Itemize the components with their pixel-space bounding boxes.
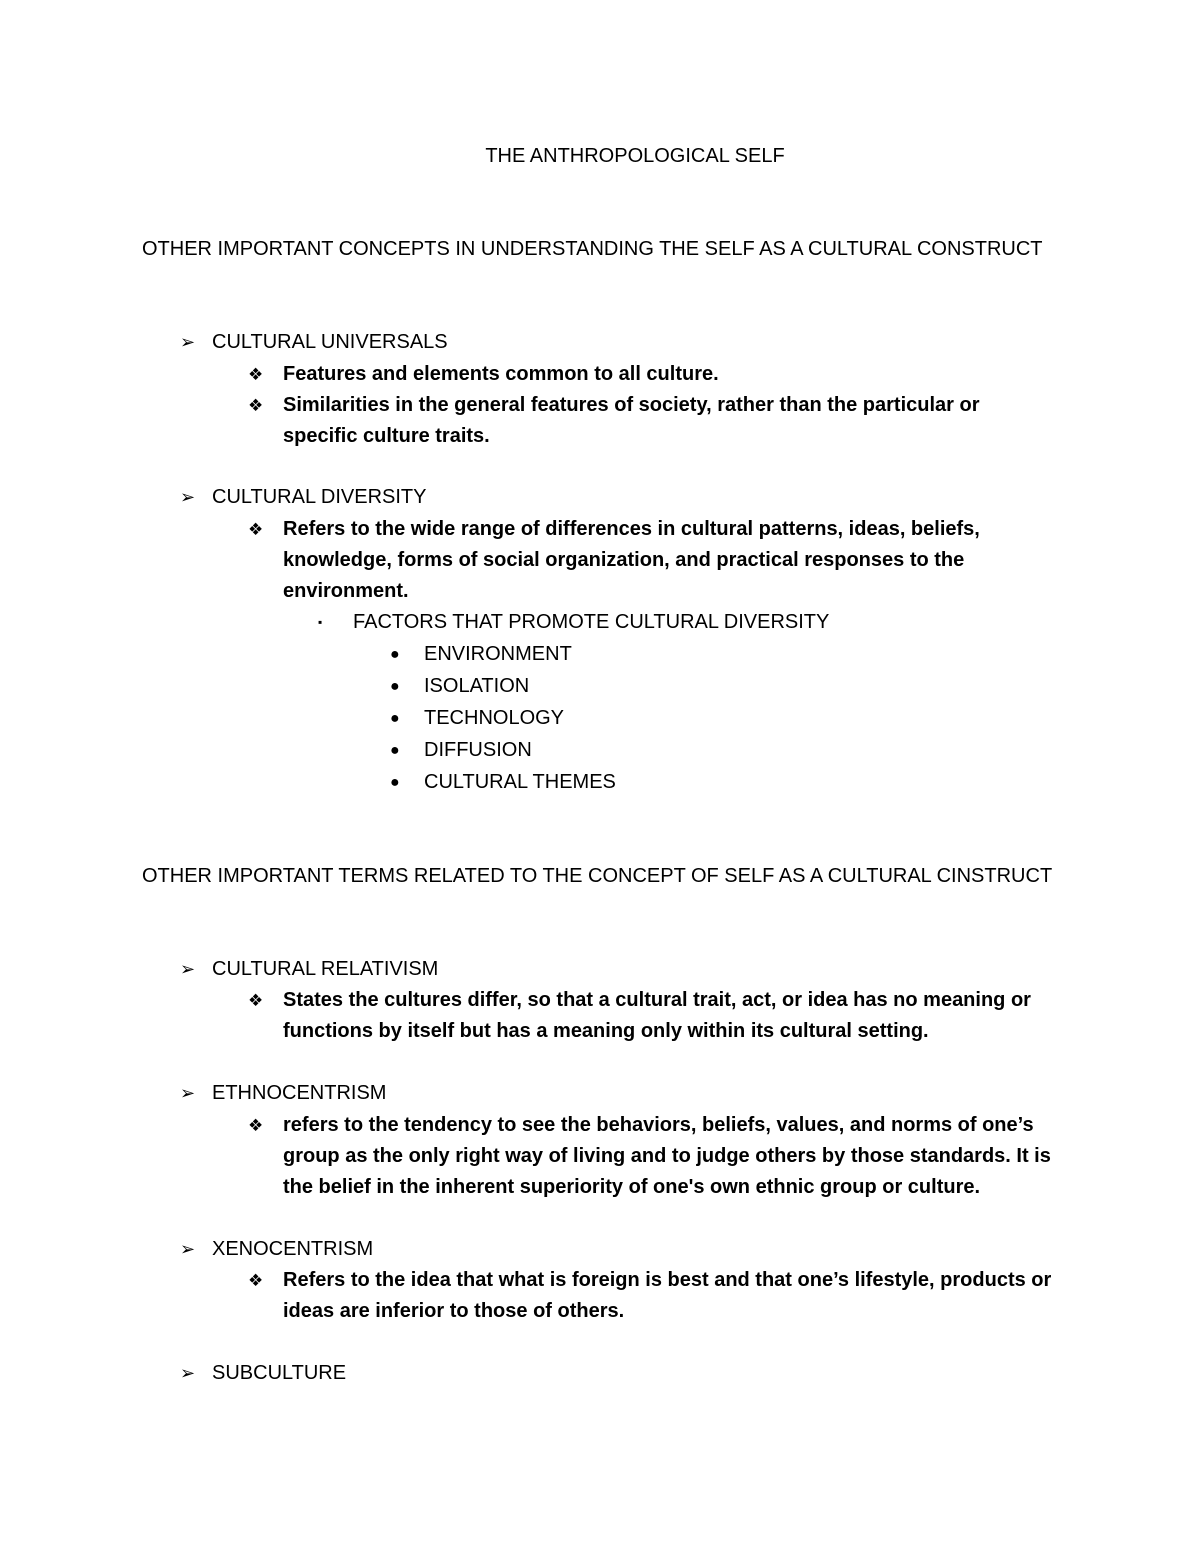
arrow-bullet-icon: ➢ [180, 959, 196, 979]
dot-bullet-icon: ● [390, 710, 400, 727]
definition-point [248, 1110, 1078, 1203]
definition-text: Refers to the idea that what is foreign is best and that one’s lifestyle, products or ideas are inferior to those of others. [283, 1269, 1052, 1322]
definition-point [248, 359, 1068, 390]
section-heading-concepts: OTHER IMPORTANT CONCEPTS IN UNDERSTANDING THE SELF AS A CULTURAL CONSTRUCT [142, 238, 1043, 260]
definition-text: Similarities in the general features of society, rather than the particular or specific culture traits. [283, 394, 980, 447]
diamond-bullet-icon: ❖ [248, 1116, 264, 1135]
definition-point [248, 390, 1048, 452]
definition-point [248, 985, 1078, 1047]
term-label: CULTURAL RELATIVISM [212, 958, 439, 980]
term-label: CULTURAL DIVERSITY [212, 486, 427, 508]
document-title: THE ANTHROPOLOGICAL SELF [485, 145, 785, 167]
definition-point [248, 514, 1038, 607]
arrow-bullet-icon: ➢ [180, 487, 196, 507]
subheading-text: FACTORS THAT PROMOTE CULTURAL DIVERSITY [353, 611, 830, 633]
diamond-bullet-icon: ❖ [248, 1271, 264, 1290]
definition-text: Refers to the wide range of differences in cultural patterns, ideas, beliefs, knowledge, forms of social organization, and practical responses to the environment. [283, 518, 980, 602]
factor-text: DIFFUSION [424, 739, 532, 761]
term-label: SUBCULTURE [212, 1362, 347, 1384]
definition-text: Features and elements common to all culture. [283, 363, 719, 385]
dot-bullet-icon: ● [390, 678, 400, 695]
term-label: ETHNOCENTRISM [212, 1082, 387, 1104]
arrow-bullet-icon: ➢ [180, 332, 196, 352]
definition-point [248, 1265, 1078, 1327]
term-label: XENOCENTRISM [212, 1238, 374, 1260]
diamond-bullet-icon: ❖ [248, 396, 264, 415]
dot-bullet-icon: ● [390, 774, 400, 791]
diamond-bullet-icon: ❖ [248, 365, 264, 384]
factor-text: ISOLATION [424, 675, 530, 697]
arrow-bullet-icon: ➢ [180, 1083, 196, 1103]
diamond-bullet-icon: ❖ [248, 520, 264, 539]
arrow-bullet-icon: ➢ [180, 1363, 196, 1383]
arrow-bullet-icon: ➢ [180, 1239, 196, 1259]
diamond-bullet-icon: ❖ [248, 991, 264, 1010]
section-heading-terms: OTHER IMPORTANT TERMS RELATED TO THE CONCEPT OF SELF AS A CULTURAL CINSTRUCT [142, 865, 1053, 887]
factor-text: ENVIRONMENT [424, 643, 572, 665]
definition-text: refers to the tendency to see the behaviors, beliefs, values, and norms of one’s group as the only right way of living and to judge others by those standards. It is the belief in the inherent superiority of one's own ethnic group or culture. [283, 1114, 1051, 1198]
factor-text: TECHNOLOGY [424, 707, 565, 729]
square-bullet-icon: ▪ [318, 615, 323, 629]
term-label: CULTURAL UNIVERSALS [212, 331, 448, 353]
dot-bullet-icon: ● [390, 646, 400, 663]
factor-text: CULTURAL THEMES [424, 771, 616, 793]
definition-text: States the cultures differ, so that a cultural trait, act, or idea has no meaning or functions by itself but has a meaning only within its cultural setting. [283, 989, 1031, 1042]
dot-bullet-icon: ● [390, 742, 400, 759]
